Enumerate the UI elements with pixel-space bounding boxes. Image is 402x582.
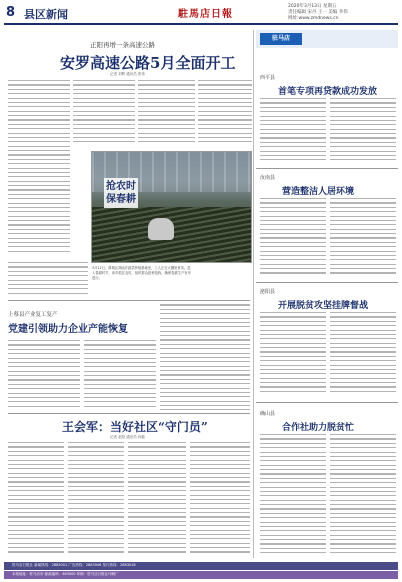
worker-figure: [148, 218, 174, 240]
brief-headline[interactable]: 首笔专项再贷款成功发放: [278, 87, 378, 97]
feature-byline: 记者 赵阳 通讯员 孙磊: [110, 435, 145, 439]
page-number: 8: [6, 5, 16, 20]
brief-text-col: [330, 434, 396, 558]
second-column-3: [160, 300, 250, 410]
page-footer: [0, 562, 402, 582]
feature-column-1: [8, 442, 64, 556]
lead-column-1-tail: [8, 262, 88, 298]
brief-headline[interactable]: 营造整洁人居环境: [282, 187, 355, 197]
issue-meta-line: 2020年3月13日 星期五: [288, 4, 337, 9]
header-rule: [4, 23, 398, 25]
brief-headline[interactable]: 开展脱贫攻坚挂牌督战: [278, 301, 369, 311]
section-title: 县区新闻: [24, 8, 68, 21]
lead-column-2: [73, 80, 135, 146]
brief-headline[interactable]: 合作社助力脱贫忙: [282, 423, 355, 433]
sidebar-banner: [256, 30, 398, 48]
column-divider: [253, 30, 254, 558]
second-column-1: [8, 340, 80, 410]
brief-text-col: [260, 98, 326, 164]
feature-column-3: [128, 442, 186, 556]
feature-headline[interactable]: 王会军：当好社区“守门员”: [62, 420, 208, 434]
brief-text-col: [330, 98, 396, 164]
page-header: [0, 0, 402, 28]
second-column-2: [84, 340, 156, 410]
lead-column-1: [8, 80, 70, 260]
story-divider: [8, 413, 250, 414]
brief-divider: [256, 282, 398, 283]
lead-byline: 记者 刘辉 通讯员 张伟: [110, 72, 145, 76]
second-headline[interactable]: 党建引领助力企业产能恢复: [8, 324, 128, 335]
lead-column-3: [138, 80, 195, 146]
brief-divider: [256, 168, 398, 169]
brief-kicker: 确山县: [260, 411, 276, 417]
lead-headline[interactable]: 安罗高速公路5月全面开工: [60, 54, 236, 72]
brief-text-col: [330, 198, 396, 278]
brief-text-col: [260, 434, 326, 558]
second-kicker: 上蔡县产业复工复产: [8, 312, 58, 318]
brief-text-col: [260, 312, 326, 396]
feature-column-4: [190, 442, 250, 556]
issue-meta-line: 网址:www.zmdnews.cn: [288, 16, 339, 21]
footer-line: 本报地址：驻马店市 邮政编码：463000 印刷：驻马店日报社印刷厂: [12, 572, 119, 576]
brief-text-col: [330, 312, 396, 396]
footer-bar: [4, 571, 398, 579]
issue-meta-line: 责任编辑 宋丹 王一 美编 李伟: [288, 10, 348, 15]
brief-divider: [256, 402, 398, 403]
brief-kicker: 汝南县: [260, 175, 276, 181]
brief-kicker: 西平县: [260, 75, 276, 81]
lead-kicker: 正阳再增一条高速公路: [90, 41, 155, 49]
brief-kicker: 泌阳县: [260, 289, 276, 295]
sidebar-tag: 驻马店: [260, 33, 302, 45]
brief-text-col: [260, 198, 326, 278]
footer-line: 驻马店日报社 新闻热线：2883001 广告热线：2883006 发行热线：2883018: [12, 563, 136, 567]
lead-column-4: [198, 80, 252, 146]
sidebar-briefs: [256, 30, 398, 558]
photo-title: 抢农时保春耕: [104, 178, 138, 208]
footer-bar: [4, 562, 398, 570]
feature-column-2: [68, 442, 124, 556]
issue-meta: [288, 4, 396, 22]
newspaper-brand: 駐馬店日報: [178, 9, 233, 20]
photo-caption: 3月12日，驿城区胡庙乡蔬菜种植基地里，工人正在大棚里育苗。进入春耕时节，该乡抓住农时，组织群众抢种抢栽，确保春耕生产有序进行。: [92, 266, 191, 280]
